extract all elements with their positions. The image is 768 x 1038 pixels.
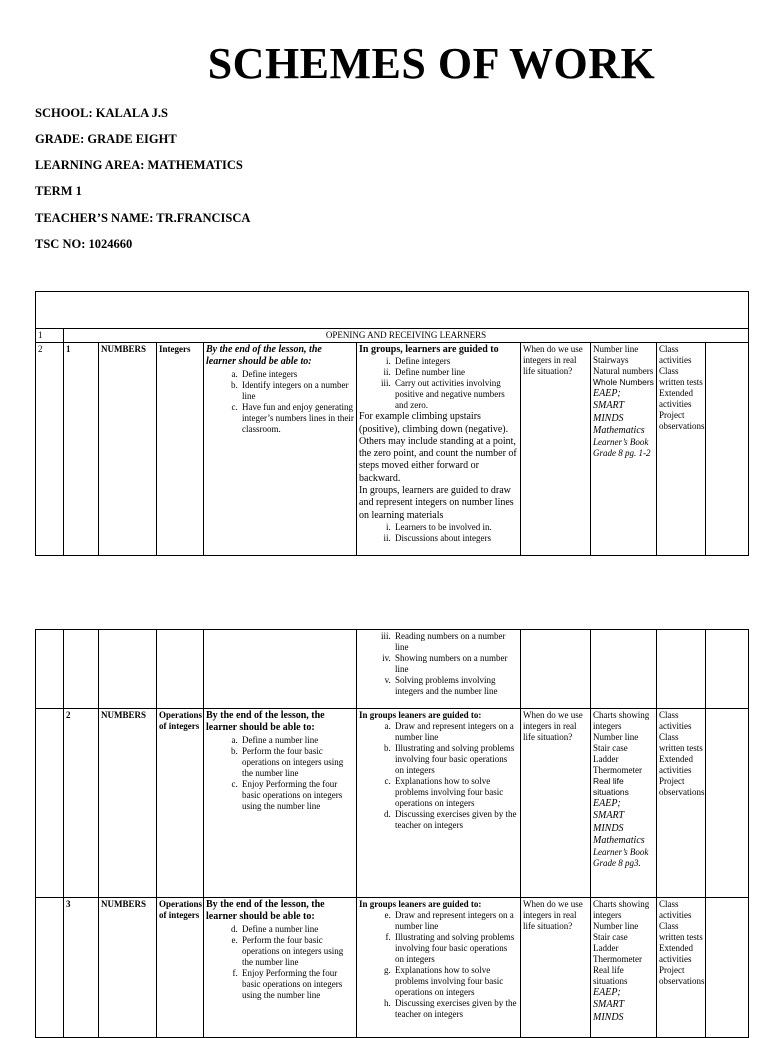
list-item: a. Define integers <box>240 369 354 380</box>
resource-item: Real life situations <box>593 776 629 797</box>
list-item: e. Draw and represent integers on a number line <box>393 910 518 932</box>
learning-outcomes <box>204 343 357 556</box>
list-item: iii. Carry out activities involving positive and negative numbers and zero. <box>393 378 518 411</box>
outcome-list <box>206 924 354 1001</box>
resource-item: EAEP; SMART MINDS <box>593 987 624 1023</box>
assessment-item: Project observations <box>659 965 705 986</box>
learning-experiences <box>357 343 521 556</box>
learning-resources <box>591 709 657 898</box>
list-item: ii. Discussions about integers <box>393 533 518 544</box>
list-item: d. Discussing exercises given by the teacher on integers <box>393 809 518 831</box>
list-item: i. Define integers <box>393 356 518 367</box>
list-item: a. Define a number line <box>240 735 354 746</box>
assessment-item: Class activities <box>659 899 692 920</box>
resource-item: Charts showing integers <box>593 710 650 731</box>
list-item: b. Perform the four basic operations on integers using the number line <box>240 746 354 779</box>
list-item: c. Have fun and enjoy generating integer’s numbers lines in their classroom. <box>240 402 354 435</box>
learning-experiences <box>357 709 521 898</box>
list-item: g. Explanations how to solve problems involving four basic operations on integers <box>393 965 518 998</box>
resource-item: Learner’s Book Grade 8 pg3. <box>593 847 649 869</box>
list-item: i. Learners to be involved in. <box>393 522 518 533</box>
assessment-item: Project observations <box>659 410 705 431</box>
learning-experiences <box>357 630 521 709</box>
resource-item: Stairways <box>593 355 629 365</box>
table-header-row <box>36 292 749 329</box>
table-row-opening <box>36 329 749 343</box>
scheme-table-2 <box>35 629 749 1038</box>
resource-item: Whole Numbers <box>593 377 654 387</box>
assessment-item: Class written tests <box>659 921 703 942</box>
experience-list <box>359 356 518 411</box>
key-inquiry-question: When do we use integers in real life situation? <box>521 709 591 898</box>
learning-resources <box>591 343 657 556</box>
list-item: a. Draw and represent integers on a number line <box>393 721 518 743</box>
remarks <box>706 898 749 1038</box>
school-line: SCHOOL: KALALA J.S <box>35 106 169 120</box>
resource-item: Real life situations <box>593 965 628 986</box>
list-item: b. Identify integers on a number line <box>240 380 354 402</box>
remarks <box>706 343 749 556</box>
resource-item: Learner’s Book Grade 8 pg. 1-2 <box>593 437 651 459</box>
learning-experiences <box>357 898 521 1038</box>
table-row <box>36 630 749 709</box>
assessment-item: Extended activities <box>659 754 693 775</box>
list-item: iv. Showing numbers on a number line <box>393 653 518 675</box>
sub-strand: Integers <box>157 343 204 556</box>
experience-list <box>359 631 518 697</box>
resource-item: Charts showing integers <box>593 899 650 920</box>
list-item: b. Illustrating and solving problems involving four basic operations on integers <box>393 743 518 776</box>
strand: NUMBERS <box>99 343 157 556</box>
experience-list <box>359 522 518 544</box>
assessment-item: Class activities <box>659 344 692 365</box>
list-item: e. Perform the four basic operations on integers using the number line <box>240 935 354 968</box>
sub-strand: Operations of integers <box>157 709 204 898</box>
outcome-list <box>206 735 354 812</box>
resource-item: Stair case <box>593 932 628 942</box>
outcome-list <box>206 369 354 435</box>
list-item: f. Enjoy Performing the four basic operations on integers using the number line <box>240 968 354 1001</box>
outcome-intro: By the end of the lesson, the learner should be able to: <box>206 710 325 734</box>
list-item: c. Enjoy Performing the four basic operations on integers using the number line <box>240 779 354 812</box>
resource-item: Ladder <box>593 943 619 953</box>
experience-list <box>359 910 518 1020</box>
assessment <box>657 343 706 556</box>
lesson-number: 1 <box>64 343 99 556</box>
experience-intro: In groups leaners are guided to: <box>359 899 482 909</box>
row-number: 2 <box>36 343 64 556</box>
assessment-item: Project observations <box>659 776 705 797</box>
table-row <box>36 709 749 898</box>
grade-line: GRADE: GRADE EIGHT <box>35 132 177 146</box>
key-inquiry-question: When do we use integers in real life situation? <box>521 898 591 1038</box>
resource-item: Ladder <box>593 754 619 764</box>
assessment <box>657 709 706 898</box>
experience-paragraph: In groups, learners are guided to draw and represent integers on number lines on learning materials <box>359 485 514 521</box>
teacher-line: TEACHER’S NAME: TR.FRANCISCA <box>35 211 251 225</box>
resource-item: Thermometer <box>593 954 642 964</box>
strand: NUMBERS <box>99 898 157 1038</box>
list-item: v. Solving problems involving integers and the number line <box>393 675 518 697</box>
resource-item: Number line <box>593 732 639 742</box>
row-number: 1 <box>36 329 64 343</box>
experience-paragraph: For example climbing upstairs (positive), climbing down (negative). <box>359 411 509 435</box>
tsc-line: TSC NO: 1024660 <box>35 237 133 251</box>
outcome-intro: By the end of the lesson, the learner should be able to: <box>206 899 325 923</box>
strand: NUMBERS <box>99 709 157 898</box>
learning-area-line: LEARNING AREA: MATHEMATICS <box>35 158 243 172</box>
learning-outcomes <box>204 709 357 898</box>
learning-outcomes <box>204 898 357 1038</box>
key-inquiry-question: When do we use integers in real life situation? <box>521 343 591 556</box>
table-row <box>36 898 749 1038</box>
resource-item: Stair case <box>593 743 628 753</box>
resource-item: Natural numbers <box>593 366 654 376</box>
resource-item: Number line <box>593 344 639 354</box>
resource-item: Number line <box>593 921 639 931</box>
experience-intro: In groups leaners are guided to: <box>359 710 482 720</box>
assessment <box>657 898 706 1038</box>
scheme-table-1 <box>35 291 749 556</box>
outcome-intro: By the end of the lesson, the learner should be able to: <box>206 344 322 368</box>
list-item: ii. Define number line <box>393 367 518 378</box>
experience-intro: In groups, learners are guided to <box>359 344 499 355</box>
assessment-item: Class written tests <box>659 366 703 387</box>
term-line: TERM 1 <box>35 184 82 198</box>
remarks <box>706 709 749 898</box>
assessment-item: Extended activities <box>659 943 693 964</box>
lesson-number: 3 <box>64 898 99 1038</box>
assessment-item: Class activities <box>659 710 692 731</box>
resource-item: EAEP; SMART MINDS Mathematics <box>593 388 645 436</box>
list-item: h. Discussing exercises given by the teacher on integers <box>393 998 518 1020</box>
page-title: SCHEMES OF WORK <box>207 39 656 88</box>
experience-paragraph: Others may include standing at a point, the zero point, and count the number of steps moved either forward or backward. <box>359 435 517 484</box>
table-row <box>36 343 749 556</box>
experience-list <box>359 721 518 831</box>
resource-item: EAEP; SMART MINDS Mathematics <box>593 798 645 846</box>
list-item: iii. Reading numbers on a number line <box>393 631 518 653</box>
assessment-item: Class written tests <box>659 732 703 753</box>
assessment-item: Extended activities <box>659 388 693 409</box>
opening-text: OPENING AND RECEIVING LEARNERS <box>64 329 749 343</box>
resource-item: Thermometer <box>593 765 642 775</box>
list-item: d. Define a number line <box>240 924 354 935</box>
sub-strand: Operations of integers <box>157 898 204 1038</box>
lesson-number: 2 <box>64 709 99 898</box>
list-item: f. Illustrating and solving problems involving four basic operations on integers <box>393 932 518 965</box>
list-item: c. Explanations how to solve problems involving four basic operations on integers <box>393 776 518 809</box>
learning-resources <box>591 898 657 1038</box>
